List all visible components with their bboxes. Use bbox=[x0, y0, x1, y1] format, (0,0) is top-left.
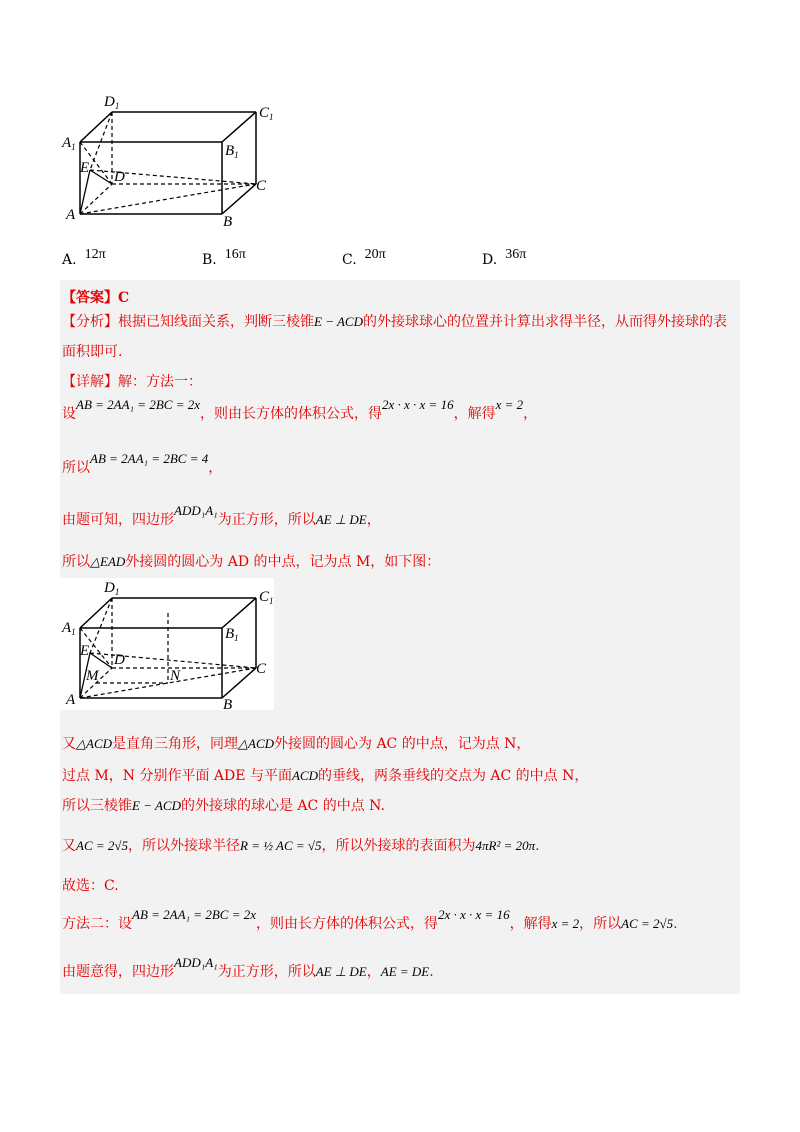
label-e: E bbox=[80, 160, 90, 176]
analysis-line-1: 【分析】根据已知线面关系，判断三棱锥E − ACD的外接球球心的位置并计算出求得半径，从而得外接球的表 bbox=[62, 314, 727, 330]
svg-text:A1: $A_1$ bbox=[62, 135, 76, 152]
answer-line: 【答案】C bbox=[62, 290, 130, 306]
label-c1: C bbox=[259, 105, 270, 121]
cuboid-diagram-1 bbox=[60, 92, 280, 232]
detail-heading: 【详解】解：方法一： bbox=[62, 374, 202, 390]
step-line-4: 所以△EAD外接圆的圆心为 AD 的中点，记为点 M，如下图： bbox=[62, 554, 441, 570]
svg-text:D1: $D_1$ bbox=[104, 580, 120, 597]
label2-b: B bbox=[223, 697, 233, 710]
svg-text:C1: $C_1$ bbox=[259, 105, 274, 122]
svg-text:C1: $C_1$ bbox=[259, 589, 274, 606]
step-line-1: 设AB = 2AA₁ = 2BC = 2x，则由长方体的体积公式，得2x · x · x = 16，解得x = 2， bbox=[62, 397, 538, 422]
option-a[interactable]: A. 12π bbox=[62, 247, 106, 268]
label2-c1: C bbox=[259, 589, 270, 605]
label-c: C bbox=[256, 178, 267, 194]
step-line-2: 所以AB = 2AA₁ = 2BC = 4， bbox=[62, 451, 223, 476]
label-b1: B bbox=[225, 143, 235, 159]
label2-e: E bbox=[80, 643, 90, 659]
label-b: B bbox=[223, 214, 233, 230]
step-line-3: 由题可知，四边形ADD₁A₁为正方形，所以AE ⊥ DE， bbox=[62, 503, 381, 528]
option-c[interactable]: C. 20π bbox=[342, 247, 386, 268]
label2-m: M bbox=[86, 668, 99, 684]
label-a1: A bbox=[62, 135, 72, 151]
svg-text:B1: $B_1$ bbox=[225, 626, 239, 643]
label2-d1: D bbox=[104, 580, 115, 596]
step-line-6: 过点 M，N 分别作平面 ADE 与平面ACD的垂线，两条垂线的交点为 AC 的中点 N， bbox=[62, 768, 589, 784]
label2-b1: B bbox=[225, 626, 235, 642]
cuboid-diagram-2 bbox=[60, 578, 274, 710]
svg-text:D1: $D_1$ bbox=[104, 94, 120, 111]
answer-options bbox=[62, 247, 622, 276]
cuboid-figure-2 bbox=[60, 578, 274, 710]
label2-a1: A bbox=[62, 620, 72, 636]
option-d[interactable]: D. 36π bbox=[482, 247, 527, 268]
analysis-line-2: 面积即可. bbox=[62, 344, 123, 360]
conclusion-line: 故选：C. bbox=[62, 878, 119, 894]
cuboid-figure-1 bbox=[60, 92, 280, 232]
method-two-line-2: 由题意得，四边形ADD₁A₁为正方形，所以AE ⊥ DE，AE = DE. bbox=[62, 955, 434, 980]
svg-text:A1: $A_1$ bbox=[62, 620, 76, 637]
step-line-7: 所以三棱锥E − ACD的外接球的球心是 AC 的中点 N. bbox=[62, 798, 385, 814]
step-line-8: 又AC = 2√5，所以外接球半径R = ½ AC = √5，所以外接球的表面积为4πR² = 20π. bbox=[62, 838, 540, 854]
step-line-5: 又△ACD是直角三角形，同理△ACD外接圆的圆心为 AC 的中点，记为点 N， bbox=[62, 736, 531, 752]
label-a: A bbox=[66, 207, 76, 223]
label-d: D bbox=[114, 169, 125, 185]
method-two-line-1: 方法二：设AB = 2AA₁ = 2BC = 2x，则由长方体的体积公式，得2x · x · x = 16，解得x = 2，所以AC = 2√5. bbox=[62, 907, 678, 932]
label-d1: D bbox=[104, 94, 115, 110]
label2-a: A bbox=[66, 692, 76, 708]
option-b[interactable]: B. 16π bbox=[202, 247, 246, 268]
label2-d: D bbox=[114, 652, 125, 668]
svg-text:B1: $B_1$ bbox=[225, 143, 239, 160]
label2-c: C bbox=[256, 661, 267, 677]
label2-n: N bbox=[170, 668, 181, 684]
